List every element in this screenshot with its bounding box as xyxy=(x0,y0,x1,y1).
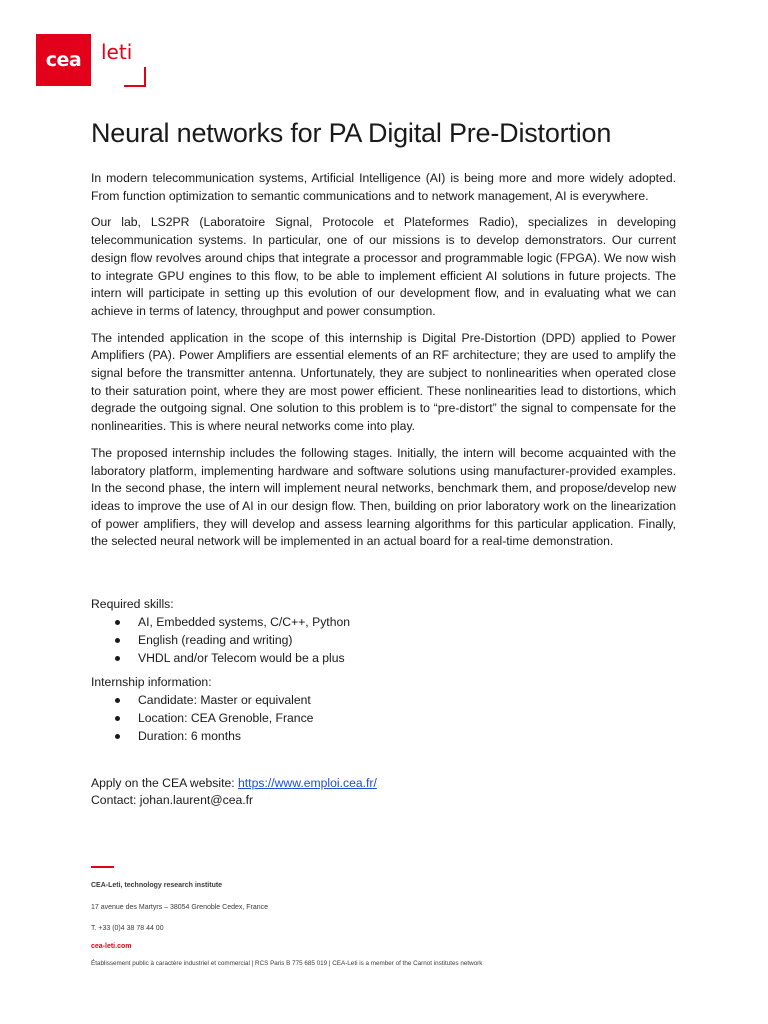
internship-info-label: Internship information: xyxy=(91,675,212,690)
footer-website: cea-leti.com xyxy=(91,943,132,950)
apply-line xyxy=(91,775,676,792)
paragraph-intro: In modern telecommunication systems, Artificial Intelligence (AI) is being more and more widely adopted. From function optimization to semantic communications and to network management, AI is everywhere. xyxy=(91,171,676,203)
page-title: Neural networks for PA Digital Pre-Distortion xyxy=(91,118,612,148)
internship-info-list xyxy=(91,691,676,745)
list-item: VHDL and/or Telecom would be a plus xyxy=(138,649,676,667)
footer-phone: T. +33 (0)4 38 78 44 00 xyxy=(91,925,164,932)
cea-logo-box: cea xyxy=(36,34,91,86)
list-item: English (reading and writing) xyxy=(138,631,676,649)
footer-legal: Établissement public à caractère industriel et commercial | RCS Paris B 775 685 019 | CEA-Leti is a member of the Carnot institutes network xyxy=(91,960,483,967)
paragraph-lab: Our lab, LS2PR (Laboratoire Signal, Protocole et Plateformes Radio), specializes in developing telecommunication systems. In particular, one of our missions is to develop demonstrators. Our current design flow revolves around chips that integrate a processor and programmable logic (FPGA). We now wish to integrate GPU engines to this flow, to be able to implement efficient AI solutions in future projects. The intern will participate in setting up this evolution of our development flow, and in evaluating what we can achieve in terms of latency, throughput and power consumption. xyxy=(91,215,676,318)
paragraph-stages: The proposed internship includes the following stages. Initially, the intern will become acquainted with the laboratory platform, implementing hardware and software solutions using manufacturer-provided examples. In the second phase, the intern will implement neural networks, benchmark them, and propose/develop new ideas to improve the use of AI in our design flow. Then, building on prior laboratory work on the linearization of power amplifiers, they will develop and assess learning algorithms for this particular application. Finally, the selected neural network will be implemented in an actual board for a real-time demonstration. xyxy=(91,445,676,549)
list-item: Duration: 6 months xyxy=(138,727,676,745)
footer-institute: CEA-Leti, technology research institute xyxy=(91,882,223,889)
document-body xyxy=(91,170,676,809)
list-item: Location: CEA Grenoble, France xyxy=(138,709,676,727)
apply-prefix: Apply on the CEA website: xyxy=(91,776,239,791)
contact-line: Contact: johan.laurent@cea.fr xyxy=(91,793,254,808)
footer xyxy=(91,866,691,967)
list-item: AI, Embedded systems, C/C++, Python xyxy=(138,613,676,631)
logo-corner-mark xyxy=(124,67,146,87)
skills-list xyxy=(91,613,676,667)
paragraph-application: The intended application in the scope of this internship is Digital Pre-Distortion (DPD) applied to Power Amplifiers (PA). Power Amplifiers are essential elements of an RF architecture; they are used to amplify the signal before the transmitter antenna. Unfortunately, they are subject to nonlinearities when operated close to their saturation point, where they are most power efficient. These nonlinearities lead to distortions, which degrade the outgoing signal. One solution to this problem is to “pre-distort” the signal to compensate for the nonlinearities. This is where neural networks come into play. xyxy=(91,330,676,434)
cea-website-link[interactable]: https://www.emploi.cea.fr/ xyxy=(238,776,377,791)
list-item: Candidate: Master or equivalent xyxy=(138,691,676,709)
footer-divider xyxy=(91,866,114,868)
skills-label: Required skills: xyxy=(91,597,174,612)
cea-leti-logo xyxy=(36,34,148,88)
leti-logo-text: leti xyxy=(101,40,133,64)
footer-address: 17 avenue des Martyrs – 38054 Grenoble Cedex, France xyxy=(91,904,269,911)
